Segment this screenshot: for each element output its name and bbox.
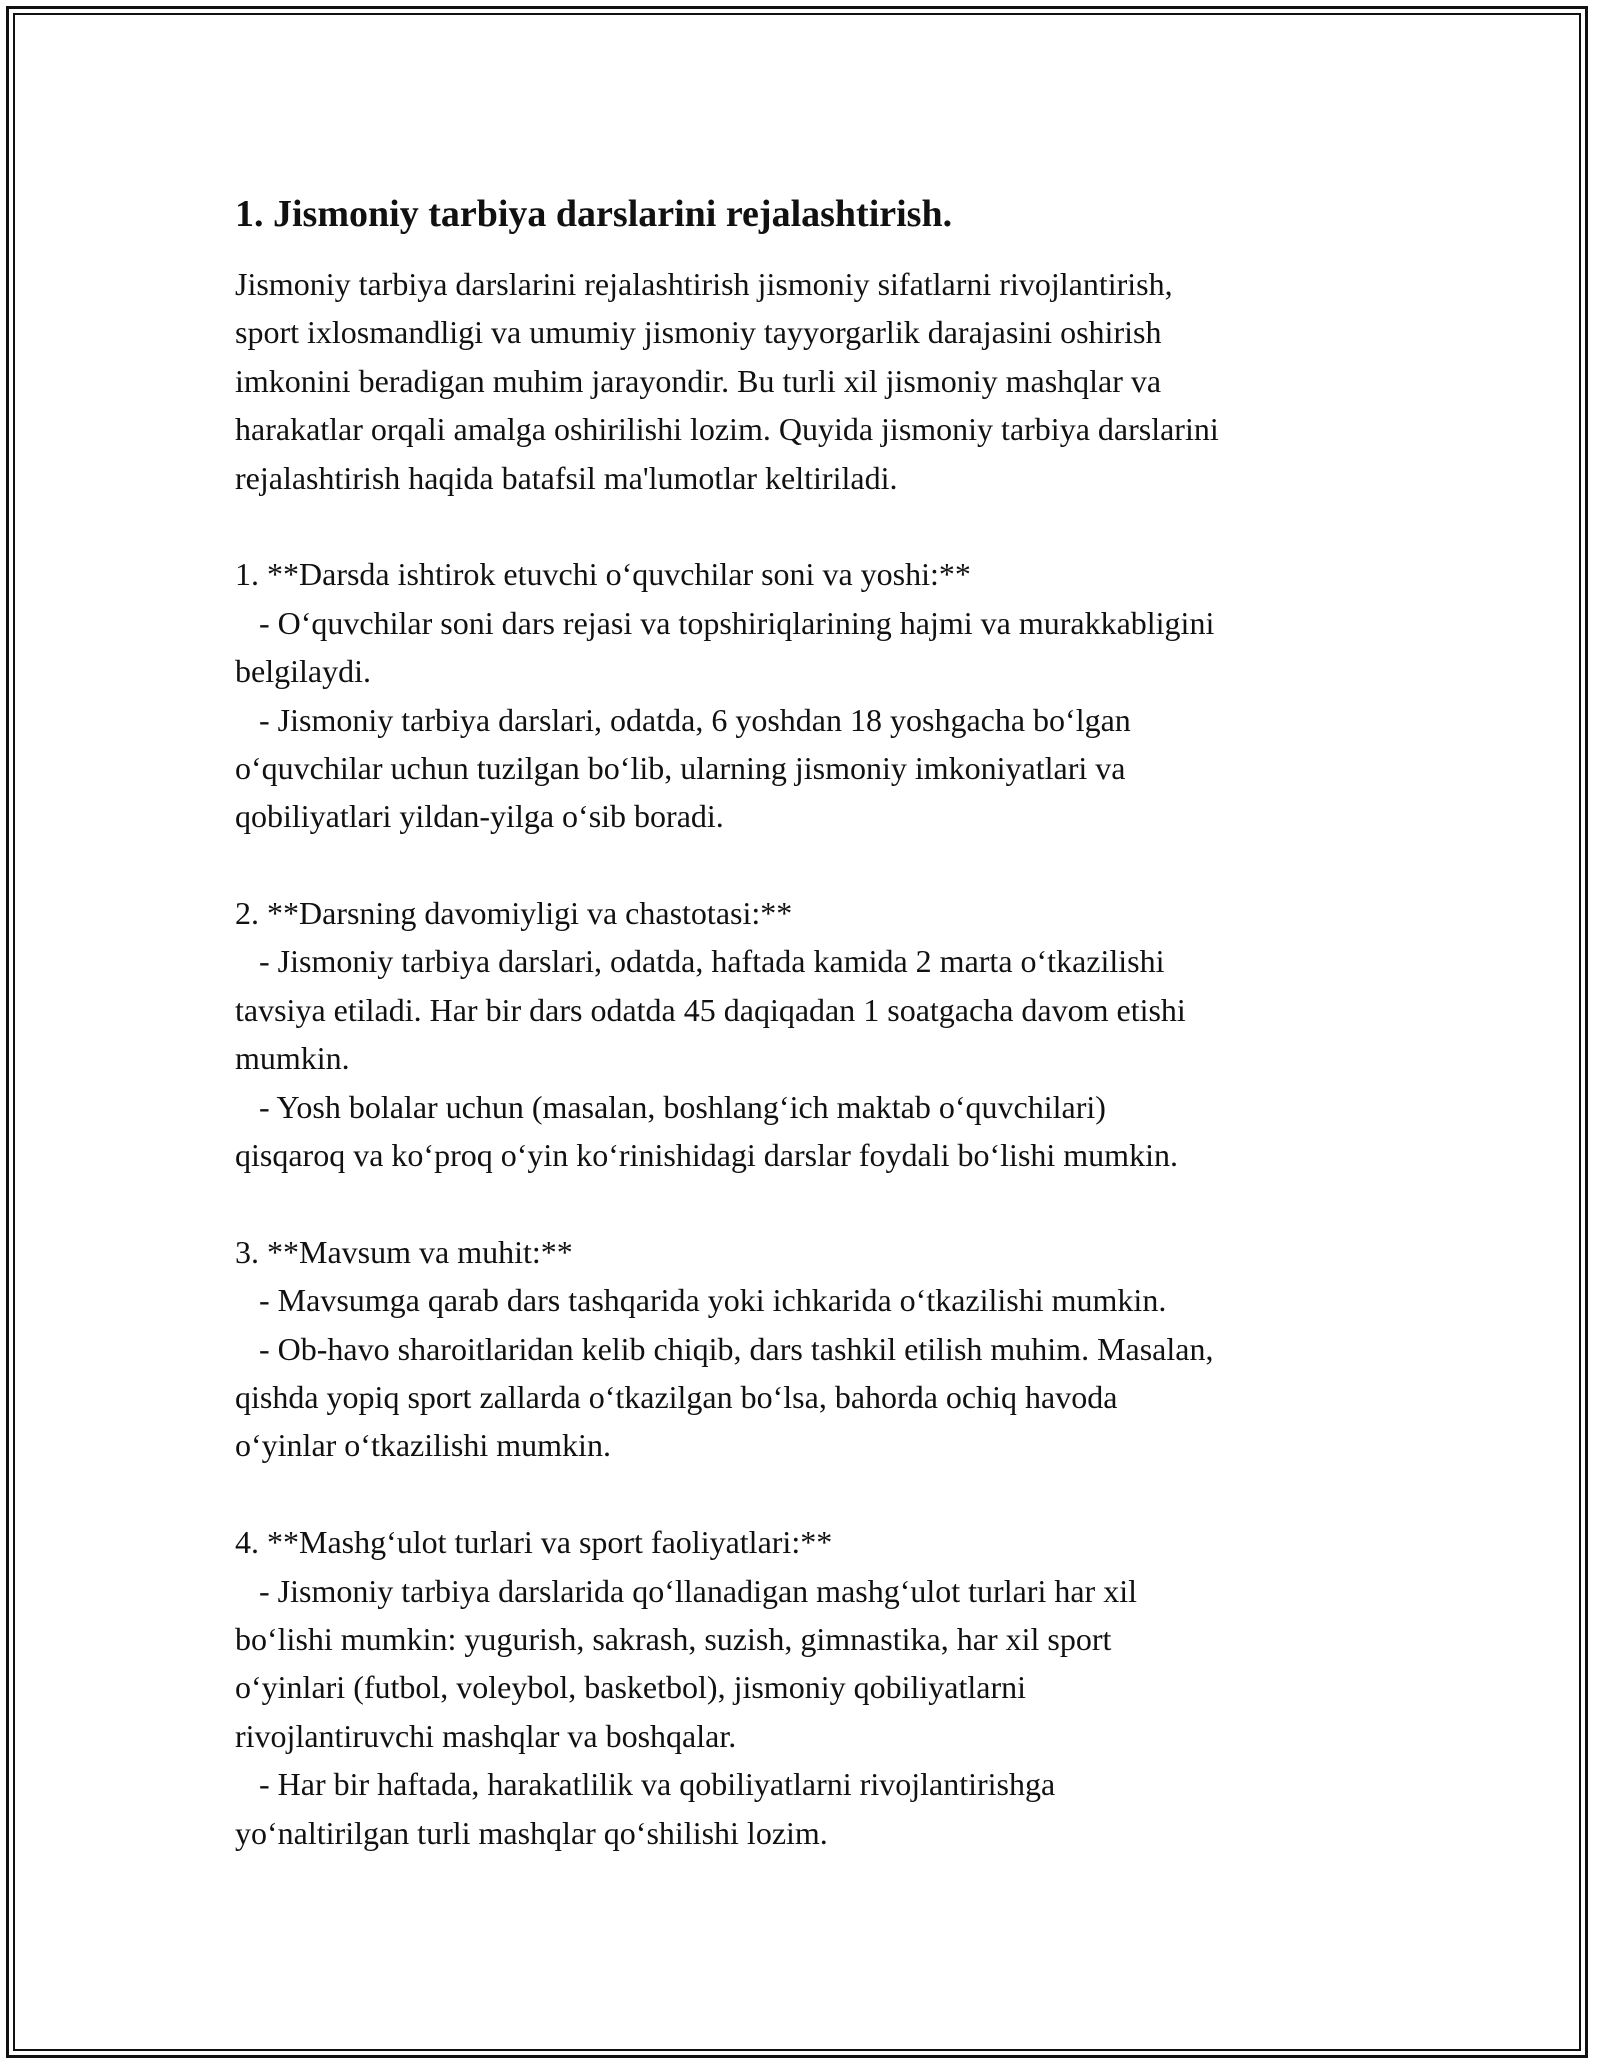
text-line: o‘quvchilar uchun tuzilgan bo‘lib, ularning jismoniy imkoniyatlari va bbox=[235, 749, 1126, 786]
text-line: rejalashtirish haqida batafsil ma'lumotlar keltiriladi. bbox=[235, 459, 898, 496]
text-line: rivojlantiruvchi mashqlar va boshqalar. bbox=[235, 1717, 737, 1754]
section-3 bbox=[235, 1228, 1385, 1470]
text-line: qishda yopiq sport zallarda o‘tkazilgan bo‘lsa, bahorda ochiq havoda bbox=[235, 1378, 1118, 1415]
text-line: qisqaroq va ko‘proq o‘yin ko‘rinishidagi darslar foydali bo‘lishi mumkin. bbox=[235, 1137, 1178, 1174]
text-line: imkonini beradigan muhim jarayondir. Bu turli xil jismoniy mashqlar va bbox=[235, 362, 1162, 399]
section-heading: 3. **Mavsum va muhit:** bbox=[235, 1233, 573, 1270]
paragraph-gap bbox=[235, 1470, 1385, 1518]
text-line: - Har bir haftada, harakatlilik va qobiliyatlarni rivojlantirishga bbox=[235, 1766, 1056, 1803]
text-line: - Mavsumga qarab dars tashqarida yoki ichkarida o‘tkazilishi mumkin. bbox=[235, 1282, 1167, 1319]
text-line: - Jismoniy tarbiya darslari, odatda, haftada kamida 2 marta o‘tkazilishi bbox=[235, 943, 1165, 980]
document-title: 1. Jismoniy tarbiya darslarini rejalashtirish. bbox=[235, 193, 953, 235]
text-line: harakatlar orqali amalga oshirilishi lozim. Quyida jismoniy tarbiya darslarini bbox=[235, 411, 1219, 448]
text-line: o‘yinlar o‘tkazilishi mumkin. bbox=[235, 1427, 611, 1464]
paragraph-gap bbox=[235, 502, 1385, 550]
section-heading: 1. **Darsda ishtirok etuvchi o‘quvchilar soni va yoshi:** bbox=[235, 556, 971, 593]
document-body bbox=[235, 190, 1385, 1857]
text-line: - O‘quvchilar soni dars rejasi va topshiriqlarining hajmi va murakkabligini bbox=[235, 604, 1215, 641]
intro-paragraph bbox=[235, 260, 1385, 502]
text-line: - Jismoniy tarbiya darslari, odatda, 6 yoshdan 18 yoshgacha bo‘lgan bbox=[235, 701, 1131, 738]
section-4 bbox=[235, 1518, 1385, 1857]
text-line: - Jismoniy tarbiya darslarida qo‘llanadigan mashg‘ulot turlari har xil bbox=[235, 1572, 1137, 1609]
text-line: - Ob-havo sharoitlaridan kelib chiqib, dars tashkil etilish muhim. Masalan, bbox=[235, 1330, 1214, 1367]
text-line: belgilaydi. bbox=[235, 653, 371, 690]
text-line: - Yosh bolalar uchun (masalan, boshlang‘ich maktab o‘quvchilari) bbox=[235, 1088, 1106, 1125]
text-line: bo‘lishi mumkin: yugurish, sakrash, suzish, gimnastika, har xil sport bbox=[235, 1620, 1112, 1657]
text-line: sport ixlosmandligi va umumiy jismoniy tayyorgarlik darajasini oshirish bbox=[235, 314, 1162, 351]
section-2 bbox=[235, 889, 1385, 1179]
paragraph-gap bbox=[235, 841, 1385, 889]
text-line: mumkin. bbox=[235, 1040, 350, 1077]
text-line: tavsiya etiladi. Har bir dars odatda 45 daqiqadan 1 soatgacha davom etishi bbox=[235, 991, 1186, 1028]
section-1 bbox=[235, 550, 1385, 840]
text-line: Jismoniy tarbiya darslarini rejalashtirish jismoniy sifatlarni rivojlantirish, bbox=[235, 266, 1173, 302]
text-line: qobiliyatlari yildan-yilga o‘sib boradi. bbox=[235, 798, 724, 835]
section-heading: 4. **Mashg‘ulot turlari va sport faoliyatlari:** bbox=[235, 1524, 833, 1561]
text-line: yo‘naltirilgan turli mashqlar qo‘shilishi lozim. bbox=[235, 1814, 828, 1851]
paragraph-gap bbox=[235, 1179, 1385, 1227]
text-line: o‘yinlari (futbol, voleybol, basketbol), jismoniy qobiliyatlarni bbox=[235, 1669, 1026, 1706]
section-heading: 2. **Darsning davomiyligi va chastotasi:** bbox=[235, 895, 793, 932]
